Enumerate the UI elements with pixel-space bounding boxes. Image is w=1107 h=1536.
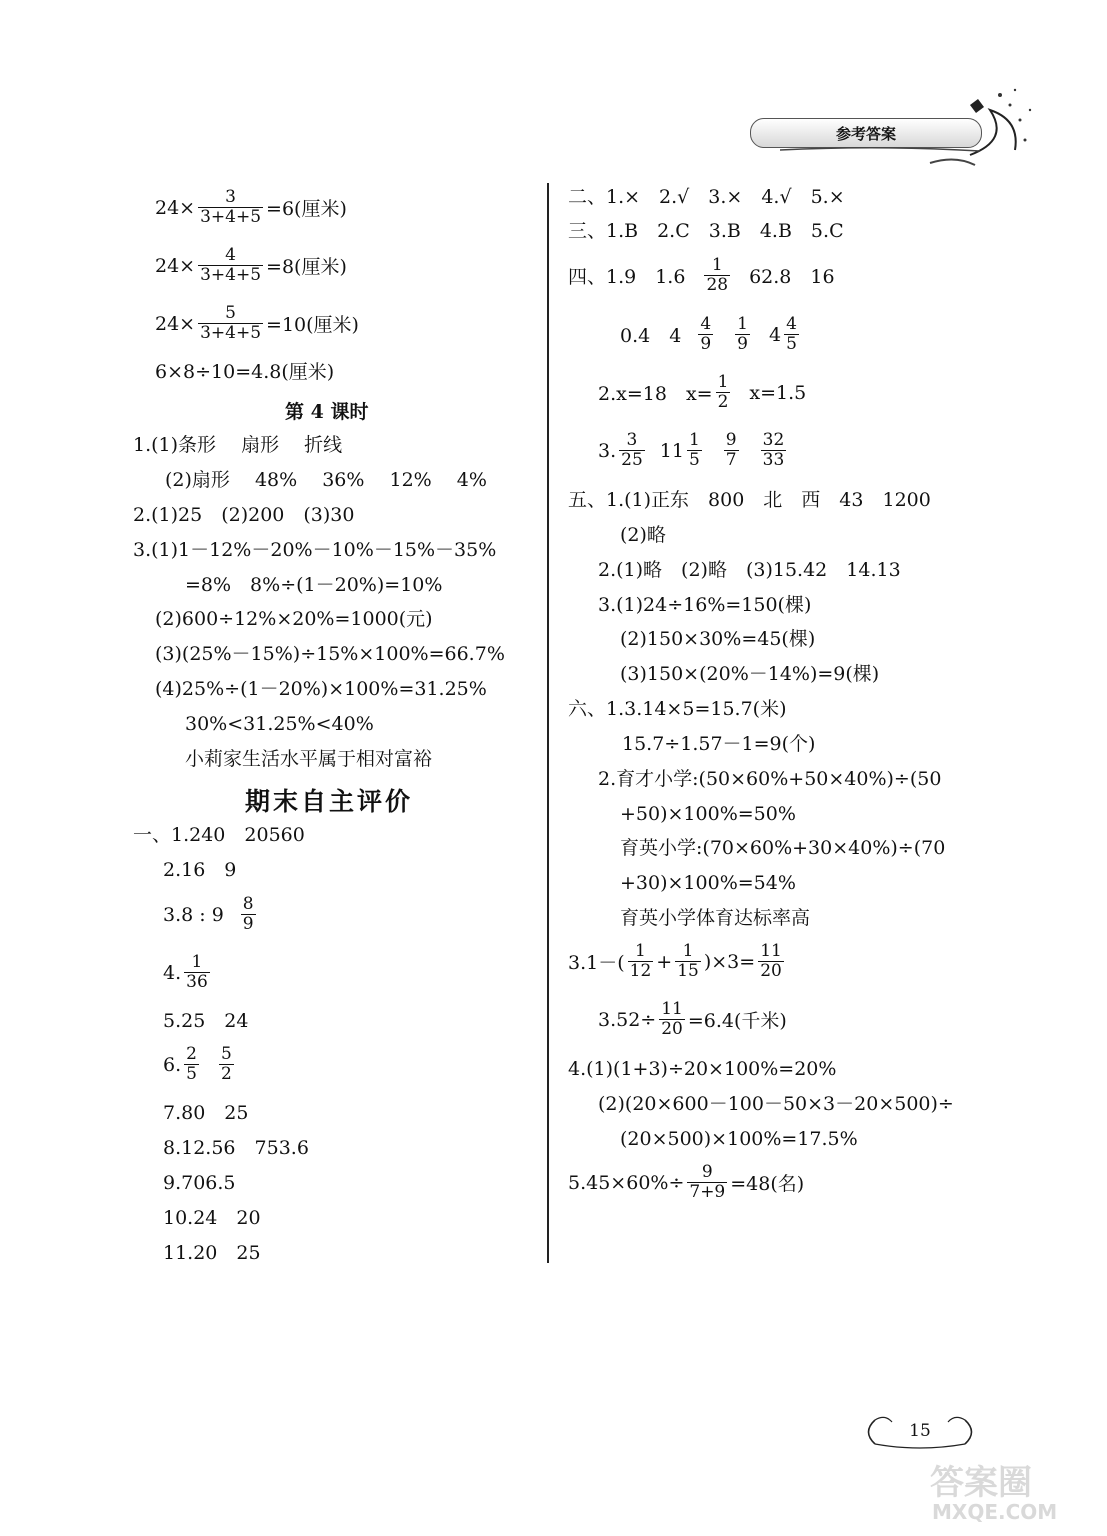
fraction: $\frac{3}{25}$ — [621, 430, 643, 470]
answer-line: (3)150×(20%－14%)=9(棵) — [620, 663, 880, 685]
answer-line: 30%<31.25%<40% — [185, 713, 374, 735]
answer-line: 2.16 9 — [163, 859, 237, 881]
fraction: $\frac{32}{33}$ — [762, 430, 785, 470]
answer-line: =8% 8%÷(1－20%)=10% — [185, 574, 443, 596]
answer-line: 3.(1)1－12%－20%－10%－15%－35% — [133, 539, 497, 561]
answer-line: 2.育才小学:(50×60%+50×40%)÷(50 — [598, 768, 942, 790]
fraction: $\frac{8}{9}$ — [242, 894, 254, 934]
fraction: $\frac{3}{3+4+5}$ — [200, 187, 262, 227]
answer-line: 2.(1)25 (2)200 (3)30 — [133, 504, 355, 526]
answer-line: (2)(20×600－100－50×3－20×500)÷ — [598, 1093, 954, 1115]
header-badge: 参考答案 — [750, 118, 982, 148]
answer-line: +30)×100%=54% — [620, 872, 796, 894]
answer-line: 11.20 25 — [163, 1242, 261, 1264]
answer-line: 五、1.(1)正东 800 北 西 43 1200 — [568, 489, 931, 511]
answer-line: 5.45×60%÷ $\frac{9}{7+9}$ =48(名) — [568, 1162, 805, 1202]
answer-line: +50)×100%=50% — [620, 803, 796, 825]
answer-line: 3.(1)24÷16%=150(棵) — [598, 594, 812, 616]
answer-line: 6. $\frac{2}{5}$ $\frac{5}{2}$ — [163, 1044, 232, 1084]
answer-line: 四、1.9 1.6 $\frac{1}{28}$ 62.8 16 — [568, 255, 835, 295]
answer-line: 3.8 : 9 $\frac{8}{9}$ — [163, 894, 254, 934]
answer-line: 1.(1)条形 扇形 折线 — [133, 434, 343, 456]
fraction: $\frac{1}{5}$ — [688, 430, 700, 470]
lesson-heading: 第 4 课时 — [285, 401, 369, 423]
answer-line: (2)略 — [620, 524, 666, 546]
answer-line: 9.706.5 — [163, 1172, 236, 1194]
answer-line: 小莉家生活水平属于相对富裕 — [185, 748, 433, 770]
fraction: $\frac{11}{20}$ — [661, 999, 683, 1039]
page-number: 15 — [909, 1421, 931, 1441]
answer-line: 10.24 20 — [163, 1207, 261, 1229]
answer-line: (20×500)×100%=17.5% — [620, 1128, 858, 1150]
answer-line: (2)600÷12%×20%=1000(元) — [155, 608, 433, 630]
fraction: $\frac{2}{5}$ — [186, 1044, 197, 1084]
answer-line: 5.25 24 — [163, 1010, 249, 1032]
fraction: $\frac{1}{2}$ — [717, 372, 729, 412]
fraction: $\frac{4}{3+4+5}$ — [200, 245, 262, 285]
fraction: $\frac{4}{9}$ — [700, 314, 712, 354]
answer-line: (4)25%÷(1－20%)×100%=31.25% — [155, 678, 487, 700]
fraction: $\frac{1}{15}$ — [677, 941, 699, 981]
fraction: $\frac{9}{7}$ — [725, 430, 737, 470]
answer-line: (2)150×30%=45(棵) — [620, 628, 816, 650]
answer-line: 4. $\frac{1}{36}$ — [163, 952, 208, 992]
answer-line: 24× $\frac{5}{3+4+5}$ =10(厘米) — [155, 303, 359, 343]
answer-line: 3. $\frac{3}{25}$ 11 $\frac{1}{5}$ $\frac{9}{7}$ $\frac{32}{33}$ — [598, 430, 785, 470]
answer-line: 六、1.3.14×5=15.7(米) — [568, 698, 787, 720]
answer-line: 24× $\frac{3}{3+4+5}$ =6(厘米) — [155, 187, 347, 227]
answer-line: 3.52÷ $\frac{11}{20}$ =6.4(千米) — [598, 999, 787, 1039]
fraction: $\frac{11}{20}$ — [760, 941, 782, 981]
answer-line: 一、1.240 20560 — [133, 824, 305, 846]
fraction: $\frac{5}{3+4+5}$ — [200, 303, 262, 343]
watermark: 答案圈 — [930, 1463, 1032, 1503]
fraction: $\frac{1}{36}$ — [186, 952, 208, 992]
answer-line: 7.80 25 — [163, 1102, 249, 1124]
header-underline — [780, 145, 1000, 175]
fraction: $\frac{5}{2}$ — [220, 1044, 232, 1084]
answer-line: 4.(1)(1+3)÷20×100%=20% — [568, 1058, 837, 1080]
fraction: $\frac{1}{12}$ — [629, 941, 652, 981]
answer-line: 8.12.56 753.6 — [163, 1137, 309, 1159]
answer-line: 15.7÷1.57－1=9(个) — [622, 733, 816, 755]
answer-line: 24× $\frac{4}{3+4+5}$ =8(厘米) — [155, 245, 347, 285]
column-divider — [547, 183, 549, 1263]
fraction: $\frac{9}{7+9}$ — [689, 1162, 726, 1202]
answer-line: 育英小学:(70×60%+30×40%)÷(70 — [620, 837, 946, 859]
answer-line: 3.1－( $\frac{1}{12}$ + $\frac{1}{15}$ )×3= $\frac{11}{20}$ — [568, 941, 782, 981]
answer-line: 二、1.× 2.√ 3.× 4.√ 5.× — [568, 186, 845, 208]
answer-line: 育英小学体育达标率高 — [620, 907, 811, 929]
answer-line: (2)扇形 48% 36% 12% 4% — [165, 469, 487, 491]
answer-line: 6×8÷10=4.8(厘米) — [155, 361, 335, 383]
watermark: MXQE.COM — [932, 1500, 1058, 1524]
answer-line: 三、1.B 2.C 3.B 4.B 5.C — [568, 220, 844, 242]
fraction: $\frac{1}{28}$ — [706, 255, 729, 295]
answer-line: (3)(25%－15%)÷15%×100%=66.7% — [155, 643, 505, 665]
section-title: 期末自主评价 — [245, 787, 414, 816]
fraction: $\frac{4}{5}$ — [786, 314, 797, 354]
answer-line: 2.(1)略 (2)略 (3)15.42 14.13 — [598, 559, 901, 581]
answer-line: 2.x=18 x= $\frac{1}{2}$ x=1.5 — [598, 372, 807, 412]
fraction: $\frac{1}{9}$ — [737, 314, 748, 354]
answer-line: 0.4 4 $\frac{4}{9}$ $\frac{1}{9}$ 4 $\frac{4}{5}$ — [620, 314, 797, 354]
